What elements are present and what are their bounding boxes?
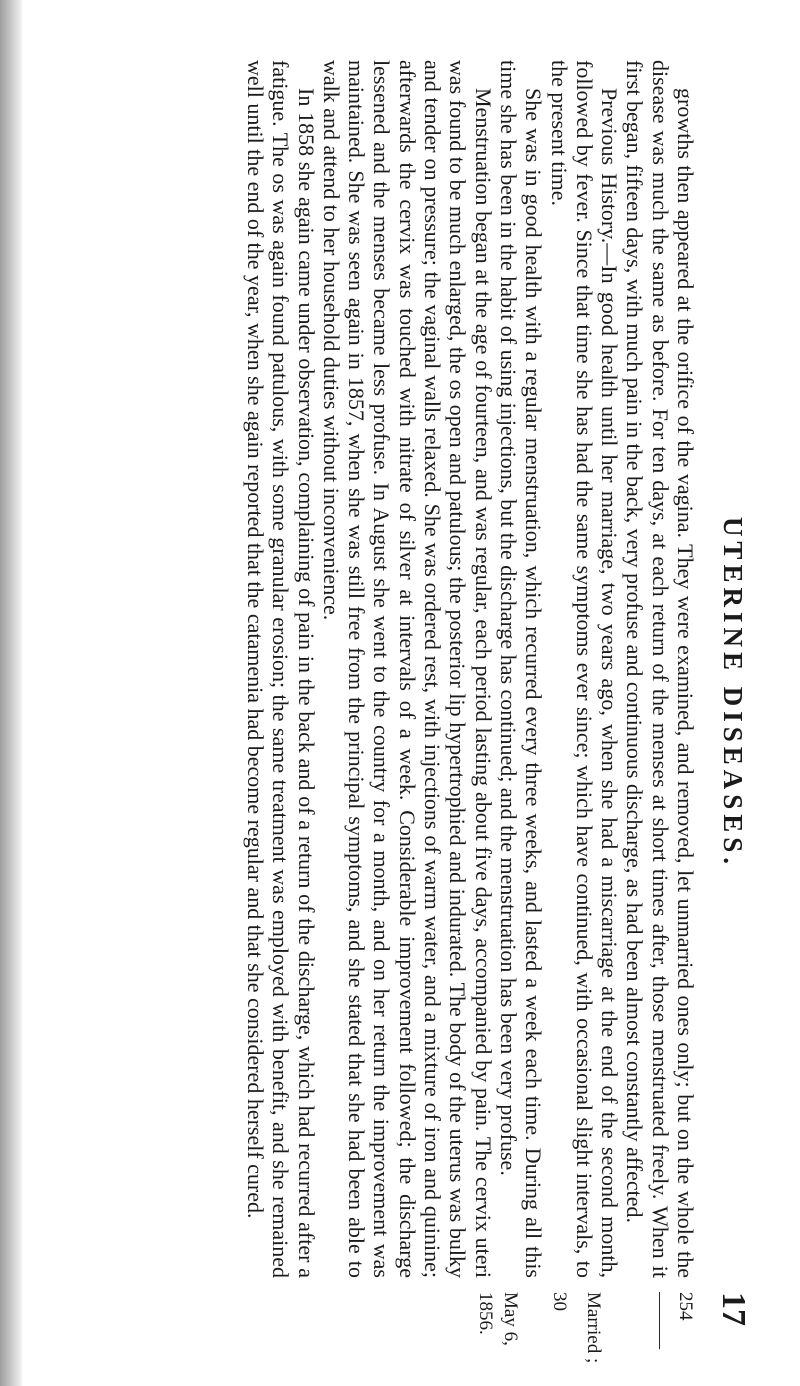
margin-number: 30 bbox=[549, 1292, 570, 1311]
paragraph: growths then appeared at the orifice of the vagina. They were examined, and removed, let unmarried ones only; but on the whole the disease was much the same as before. For ten days, at each return of the menses at short times after, those menstruated freely. When it first began, fifteen days, with much pain in the back, very profuse and continuous discharge, as had been almost constantly affected. bbox=[622, 60, 698, 1278]
paragraph: In 1858 she again came under observation, complaining of pain in the back and of a return of the discharge, which had recurred after a fatigue. The os was again found patulous, with some granular erosion; the same treatment was employed with benefit, and she remained well until the end of the year, when she again reported that the catamenia had become regular and that she considered herself cured. bbox=[242, 60, 319, 1278]
margin-dash: ——— bbox=[650, 1292, 671, 1349]
paragraph: Previous History.—In good health until her marriage, two years ago, when she had a miscarriage at the end of the second month, followed by fever. Since that time she has had the same symptoms ever since; which have continued, with occasional slight intervals, to the present time. bbox=[546, 60, 623, 1278]
case-date: May 6, bbox=[500, 1292, 521, 1346]
running-head bbox=[708, 60, 752, 1326]
marital-status: Married ; bbox=[583, 1292, 604, 1364]
case-year: 1856. bbox=[475, 1292, 496, 1335]
margin-notes bbox=[58, 1292, 698, 1372]
body-text bbox=[58, 60, 698, 1278]
paragraph: She was in good health with a regular menstruation, which recurred every three weeks, and lasted a week each time. During all this time she has been in the habit of using injections, but the discharge has continued; and the menstruation has been very profuse. bbox=[495, 60, 547, 1278]
paragraph: Menstruation began at the age of fourteen, and was regular, each period lasting about five days, accompanied by pain. The cervix uteri was found to be much enlarged, the os open and patulous; the posterior lip hypertrophied and indurated. The body of the uterus was bulky and tender on pressure; the vaginal walls relaxed. She was ordered rest, with injections of warm water, and a mixture of iron and quinine; afterwards the cervix was touched with nitrate of silver at intervals of a week. Considerable improvement followed; the discharge lessened and the menses became less profuse. In August she went to the country for a month, and on her return the improvement was maintained. She was seen again in 1857, when she was still free from the principal symptoms, and she stated that she had been able to walk and attend to her household duties without inconvenience. bbox=[318, 60, 496, 1278]
running-head-title: UTERINE DISEASES. bbox=[718, 516, 748, 870]
case-number: 254 bbox=[675, 1292, 696, 1321]
page-number: 17 bbox=[715, 1292, 752, 1326]
